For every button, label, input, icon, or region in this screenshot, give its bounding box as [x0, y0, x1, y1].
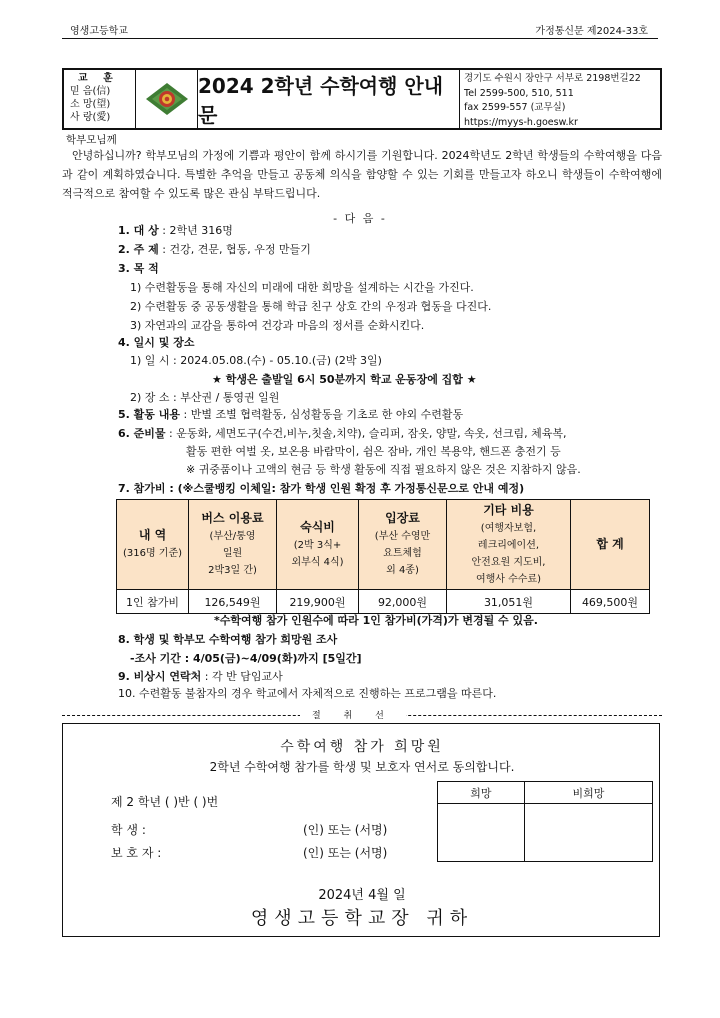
class-number-field[interactable]: 제 2 학년 ( )반 ( )번	[111, 795, 219, 809]
masthead	[62, 68, 662, 130]
item-label: 4. 일시 및 장소	[118, 336, 195, 349]
supplies-note: ※ 귀중품이나 고액의 현금 등 학생 활동에 직접 필요하지 않은 것은 지참하지 않음.	[186, 463, 581, 476]
document-title: 2024 2학년 수학여행 안내문	[198, 70, 460, 128]
student-sign-field[interactable]: (인) 또는 (서명)	[303, 823, 388, 837]
assembly-notice: ★ 학생은 출발일 6시 50분까지 학교 운동장에 집합 ★	[212, 373, 477, 386]
item-label: 9. 비상시 연락처	[118, 670, 202, 683]
student-label: 학 생 :	[111, 823, 146, 837]
wish-no-header: 비희망	[524, 782, 652, 804]
greeting-to: 학부모님께	[66, 134, 117, 146]
form-date: 2024년 4월 일	[318, 888, 406, 903]
emblem-icon	[145, 82, 189, 116]
fee-cell: 469,500원	[571, 590, 650, 614]
table-row	[117, 590, 650, 614]
item-purpose	[118, 260, 159, 278]
item-value: : 반별 조별 협력활동, 심성활동을 기초로 한 야외 수련활동	[183, 408, 464, 421]
fee-col-admission: 입장료 (부산 수영만 요트체험 외 4종)	[359, 500, 447, 590]
motto-line: 사 랑(愛)	[70, 112, 111, 123]
school-website-link[interactable]: https://myys-h.goesw.kr	[464, 116, 578, 128]
school-fax: fax 2599-557 (교무실)	[464, 102, 566, 113]
item-label: 8. 학생 및 학부모 수학여행 참가 희망원 조사	[118, 633, 338, 646]
participation-choice-table	[437, 781, 653, 862]
wish-yes-header: 희망	[438, 782, 525, 804]
fee-cell: 31,051원	[447, 590, 571, 614]
fee-cell: 219,900원	[277, 590, 359, 614]
item-schedule	[118, 334, 194, 352]
contact-info	[460, 70, 660, 128]
fee-col-item: 내 역 (316명 기준)	[117, 500, 189, 590]
item-activity	[118, 406, 463, 424]
fee-col-lodging: 숙식비 (2박 3식+ 외부식 4식)	[277, 500, 359, 590]
school-motto	[64, 70, 136, 128]
school-emblem-logo	[136, 70, 198, 128]
consent-form	[62, 723, 660, 937]
purpose-line: 3) 자연과의 교감을 통하여 건강과 마음의 정서를 순화시킨다.	[130, 319, 425, 332]
table-row	[438, 782, 653, 804]
item-target	[118, 222, 233, 240]
fee-col-total: 합 계	[571, 500, 650, 590]
fee-col-bus: 버스 이용료 (부산/통영 일원 2박3일 간)	[189, 500, 277, 590]
form-addressee: 영생고등학교장 귀하	[250, 908, 474, 929]
item-value: : 운동화, 세면도구(수건,비누,칫솔,치약), 슬리퍼, 잠옷, 양말, 속옷, 선크림, 체육복,	[169, 427, 567, 440]
purpose-line: 1) 수련활동을 통해 자신의 미래에 대한 희망을 설계하는 시간을 가진다.	[130, 281, 474, 294]
item-value: : 건강, 견문, 협동, 우정 만들기	[162, 243, 311, 256]
fee-row-label: 1인 참가비	[117, 590, 189, 614]
item-label: 6. 준비물	[118, 427, 166, 440]
fee-table-header	[117, 500, 650, 590]
form-title: 수학여행 참가 희망원	[280, 739, 444, 755]
item-label: 1. 대 상	[118, 224, 159, 237]
header-divider	[62, 38, 658, 39]
schedule-place: 2) 장 소 : 부산권 / 통영권 일원	[130, 391, 280, 404]
schedule-date: 1) 일 시 : 2024.05.08.(수) - 05.10.(금) (2박 3일)	[130, 354, 382, 367]
school-name: 영생고등학교	[70, 26, 128, 37]
item-value: : 각 반 담임교사	[204, 670, 283, 683]
item-label: 3. 목 적	[118, 262, 159, 275]
table-row	[438, 804, 653, 862]
motto-label: 교 훈	[78, 73, 119, 84]
fee-note: *수학여행 참가 인원수에 따라 1인 참가비(가격)가 변경될 수 있음.	[214, 614, 538, 627]
item-label: 2. 주 제	[118, 243, 159, 256]
wish-yes-checkbox[interactable]	[438, 804, 525, 862]
item-theme	[118, 241, 311, 259]
school-tel: Tel 2599-500, 510, 511	[464, 87, 574, 99]
fee-col-other: 기타 비용 (여행자보험, 레크리에이션, 안전요원 지도비, 여행사 수수료)	[447, 500, 571, 590]
item-fee	[118, 480, 524, 498]
item-label: 5. 활동 내용	[118, 408, 180, 421]
item-label: 7. 참가비 : (※스쿨뱅킹 이체일: 참가 학생 인원 확정 후 가정통신문으로 안내 예정)	[118, 482, 525, 495]
school-address: 경기도 수원시 장안구 서부로 2198번길22	[464, 73, 641, 84]
item-value: : 2학년 316명	[162, 224, 233, 237]
intro-paragraph: 안녕하십니까? 학부모님의 가정에 기쁨과 평안이 함께 하시기를 기원합니다. 2024학년도 2학년 학생들의 수학여행을 다음과 같이 계획하였습니다. 특별한 추억을 만들고 공동체 의식을 함양할 수 있는 기회를 만들고자 하오니 학생들이 수학여행에 적극적으로 참여할 수 있도록 많은 관심 부탁드립니다.	[62, 149, 662, 200]
item-supplies	[118, 425, 567, 443]
item-survey	[118, 631, 337, 649]
fee-table	[116, 499, 650, 614]
section-heading: - 다 음 -	[333, 212, 387, 225]
guardian-sign-field[interactable]: (인) 또는 (서명)	[303, 846, 388, 860]
motto-line: 소 망(望)	[70, 99, 111, 110]
cut-label: 절 취 선	[300, 708, 406, 721]
survey-period: -조사 기간 : 4/05(금)~4/09(화)까지 [5일간]	[130, 652, 362, 665]
item-emergency	[118, 668, 283, 686]
issue-number: 가정통신문 제2024-33호	[535, 26, 648, 37]
guardian-label: 보 호 자 :	[111, 846, 162, 860]
supplies-line: 활동 편한 여벌 옷, 보온용 바람막이, 쉼은 잠바, 개인 복용약, 핸드폰 충전기 등	[186, 445, 561, 458]
motto-line: 믿 음(信)	[70, 86, 111, 97]
item-nonparticipant: 10. 수련활동 불참자의 경우 학교에서 자체적으로 진행하는 프로그램을 따른다.	[118, 687, 497, 700]
form-subtitle: 2학년 수학여행 참가를 학생 및 보호자 연서로 동의합니다.	[209, 760, 515, 774]
wish-no-checkbox[interactable]	[524, 804, 652, 862]
fee-cell: 126,549원	[189, 590, 277, 614]
fee-cell: 92,000원	[359, 590, 447, 614]
purpose-line: 2) 수련활동 중 공동생활을 통해 학급 친구 상호 간의 우정과 협동을 다진다.	[130, 300, 492, 313]
